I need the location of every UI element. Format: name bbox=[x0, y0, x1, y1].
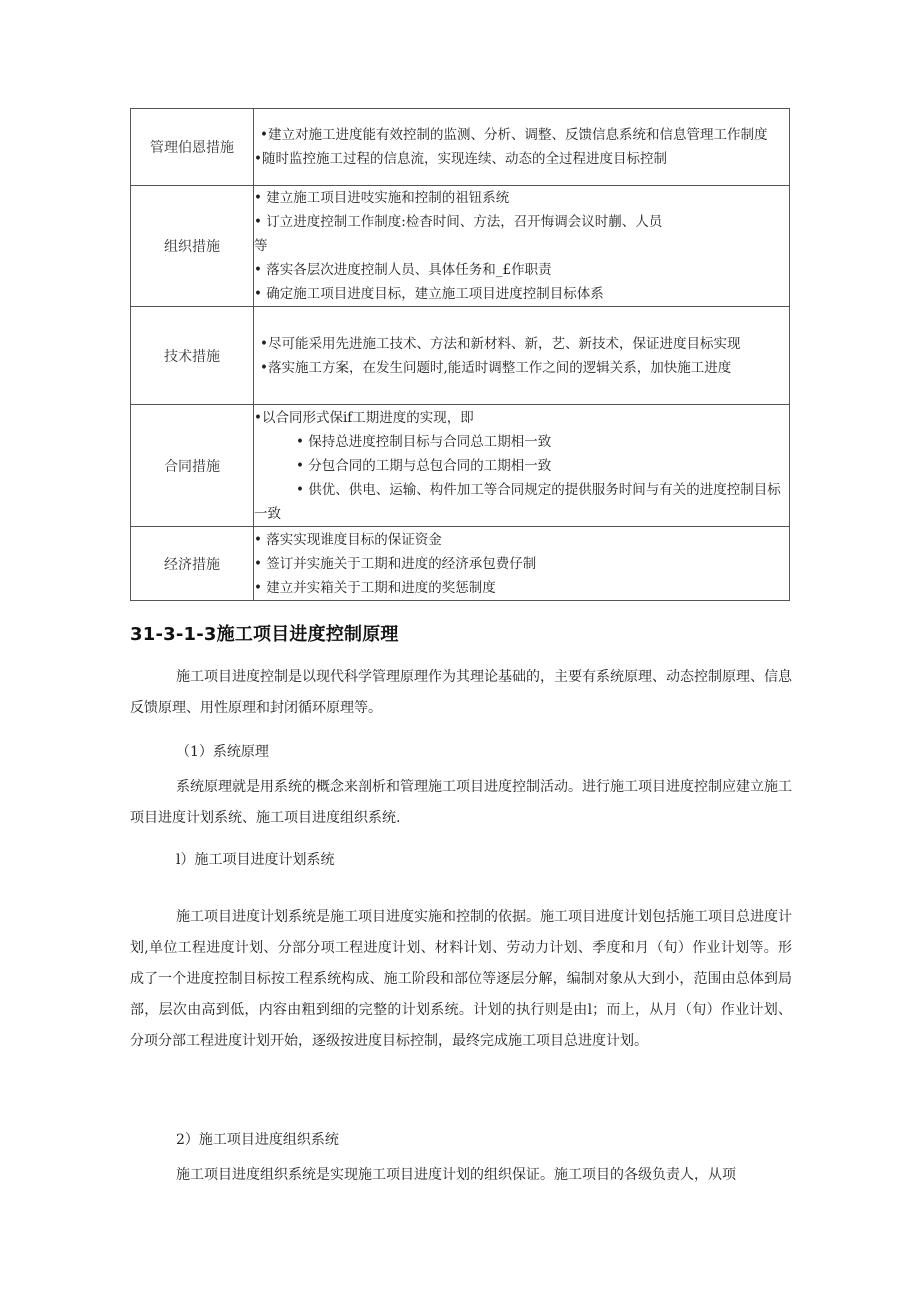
list-item: •建立对施工进度能有效控制的监测、分析、调整、反馈信息系统和信息管理工作制度 bbox=[260, 127, 768, 143]
system-principle-paragraph: 系统原理就是用系统的概念来剖析和管理施工项目进度控制活动。进行施工项目进度控制应建立施工项目进度计划系统、施工项目进度组织系统. bbox=[130, 779, 792, 826]
list-item: • 订立进度控制工作制度:检杳时间、方法，召开悔调会议时蒯、人员 bbox=[254, 214, 663, 230]
row-content bbox=[254, 186, 790, 307]
subheading-plan-system: l）施工项目进度计划系统 bbox=[176, 852, 335, 868]
row-content bbox=[254, 405, 790, 527]
list-item: • 落实实现谁度目标的保证资金 bbox=[254, 531, 442, 548]
list-item: •随时监控施工过程的信息流，实现连续、动态的全过程进度目标控制 bbox=[254, 151, 667, 167]
list-item: •尽可能采用先进施工技术、方法和新材料、新，艺、新技术，保证进度目标实现 bbox=[260, 335, 741, 352]
table-row bbox=[131, 405, 790, 527]
list-item: • 建立并实箱关于工期和进度的奖惩制度 bbox=[254, 579, 496, 596]
plan-system-paragraph: 施工项目进度计划系统是施工项目进度实施和控制的依据。施工项目进度计划包括施工项目总进度计划,单位工程进度计划、分部分项工程进度计划、材料计划、劳动力计划、季度和月（旬）作业计划等。形成了一个进度控制目标按工程系统构成、施工阶段和部位等逐层分解，编制对象从大到小，范围由总体到局部，层次由高到低，内容由粗到细的完整的计划系统。计划的执行则是由l；而上，从月（旬）作业计划、分项分部工程进度计划开始，逐级按进度目标控制，最终完成施工项目总进度计划。 bbox=[130, 909, 792, 1049]
table-row bbox=[131, 527, 790, 601]
row-content bbox=[254, 527, 790, 601]
list-item: •以合同形式保if工期进度的实现，即 bbox=[254, 409, 474, 426]
control-measures-table bbox=[130, 108, 790, 601]
row-label: 技术措施 bbox=[131, 307, 254, 405]
list-item: •落实施工方案，在发生问题时,能适时调整工作之间的逻辑关系，加快施工进度 bbox=[260, 359, 732, 376]
list-item: • 供优、供电、运输、构件加工等合同规定的提供服务时间与有关的进度控制目标一致 bbox=[254, 481, 781, 522]
table-row bbox=[131, 186, 790, 307]
table-row bbox=[131, 307, 790, 405]
row-label: 组织措施 bbox=[131, 186, 254, 307]
list-item: • 分包合同的工期与总包合同的工期相一致 bbox=[296, 457, 552, 474]
list-item: • 建立施工项目进吱实施和控制的祖钮系统 bbox=[254, 190, 510, 206]
list-item: • 保持总进度控制目标与合同总工期相一致 bbox=[296, 433, 552, 450]
section-heading: 31-3-1-3施工项目进度控制原理 bbox=[130, 624, 399, 645]
row-label: 合同措施 bbox=[131, 405, 254, 527]
row-content bbox=[254, 307, 790, 405]
list-item: • 落实各层次进度控制人员、具体任务和_£作职责 bbox=[254, 262, 552, 278]
row-label: 经济措施 bbox=[131, 527, 254, 601]
intro-paragraph: 施工项目进度控制是以现代科学管理原理作为其理论基础的，主要有系统原理、动态控制原理、信息反馈原理、用性原理和封闭循环原理等。 bbox=[130, 669, 792, 716]
row-label: 管理伯恩措施 bbox=[131, 109, 254, 186]
table-row bbox=[131, 109, 790, 186]
subheading-organization-system: 2）施工项目进度组织系统 bbox=[176, 1132, 339, 1148]
row-content bbox=[254, 109, 790, 186]
subheading-system-principle: （1）系统原理 bbox=[176, 744, 269, 760]
organization-system-paragraph: 施工项目进度组织系统是实现施工项目进度计划的组织保证。施工项目的各级负责人，从项 bbox=[176, 1167, 736, 1183]
list-item: 等 bbox=[254, 238, 268, 254]
list-item: • 确定施工项目进度目标，建立施工项目进度控制目标体系 bbox=[254, 286, 604, 302]
list-item: • 签订并实施关于工期和进度的经济承包费仔制 bbox=[254, 555, 537, 572]
